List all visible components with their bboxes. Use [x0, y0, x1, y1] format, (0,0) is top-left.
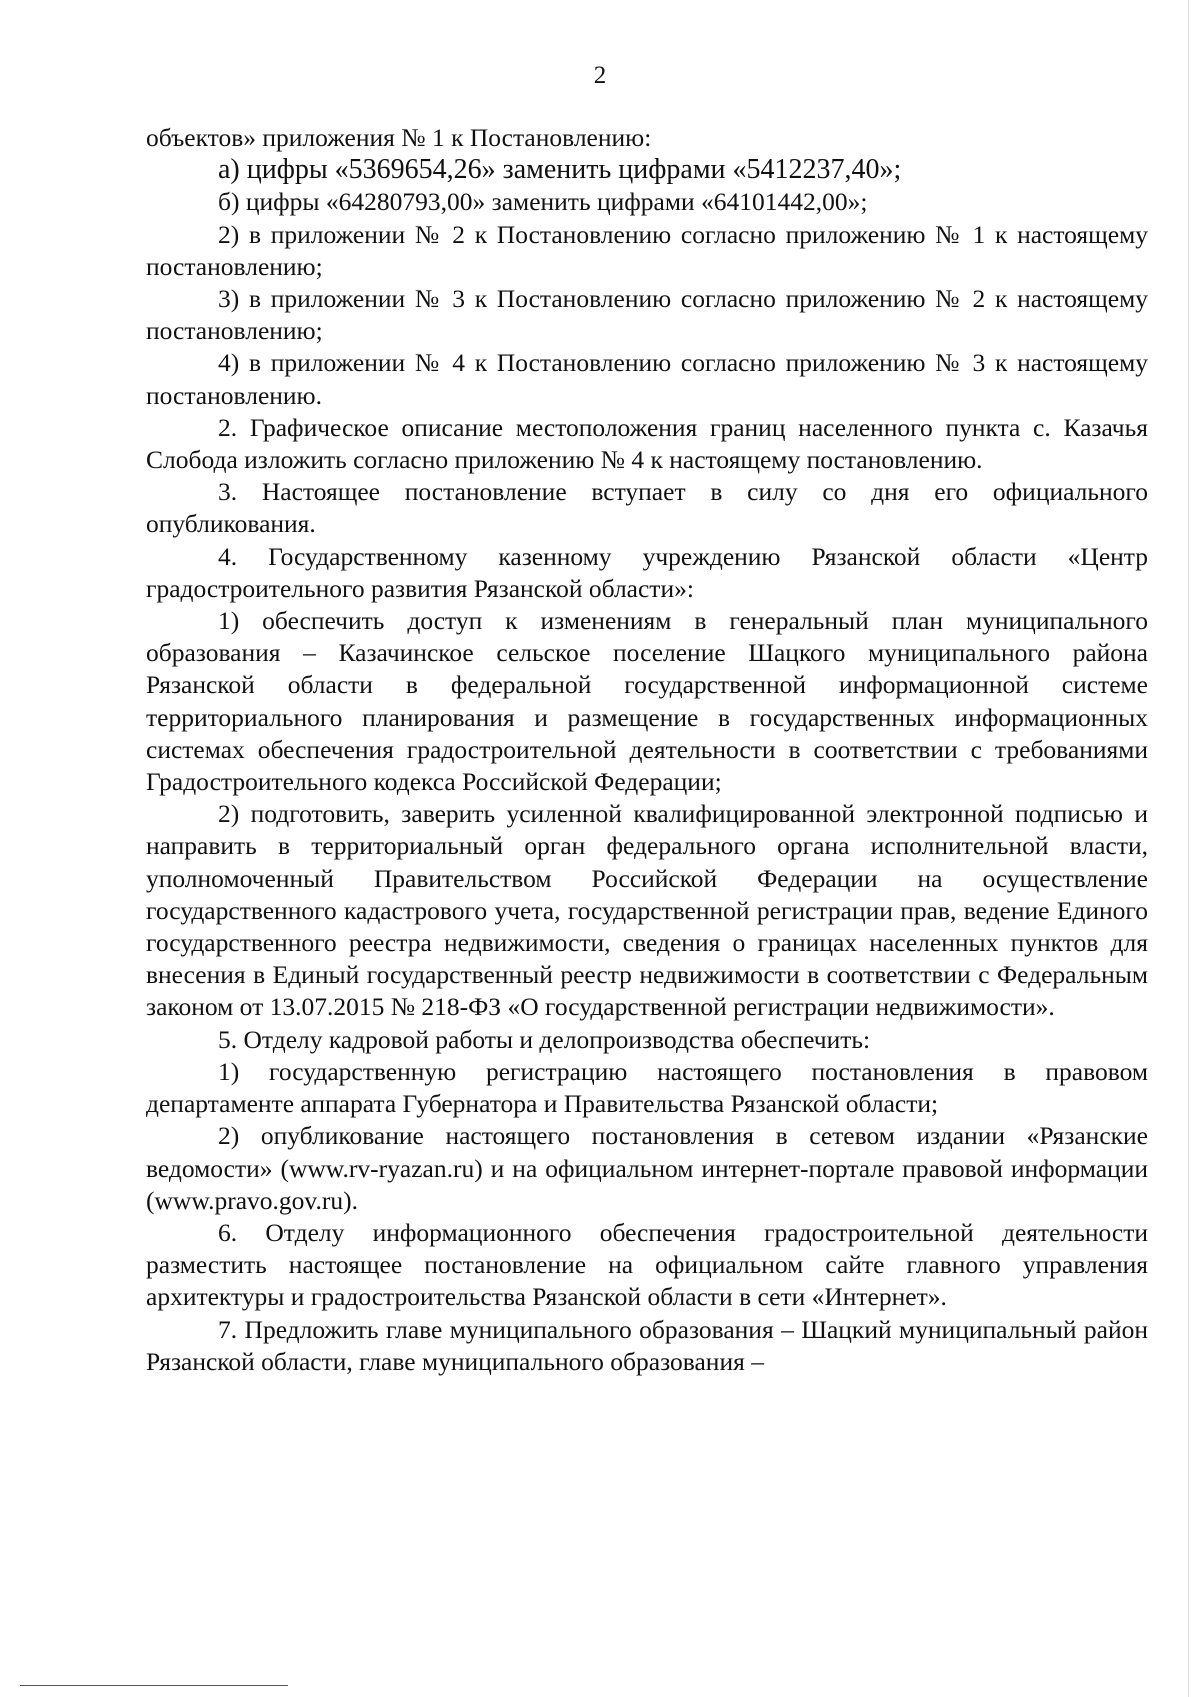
paragraph: объектов» приложения № 1 к Постановлению:	[146, 123, 652, 152]
scan-edge-line	[1188, 0, 1189, 1697]
paragraph: 2) в приложении № 2 к Постановлению согласно приложению № 1 к настоящему постановлению;	[146, 219, 1148, 281]
paragraph: 3) в приложении № 3 к Постановлению согласно приложению № 2 к настоящему постановлению;	[146, 284, 1148, 346]
paragraph: 3. Настоящее постановление вступает в силу со дня его официального опубликования.	[146, 477, 1148, 539]
paragraph: 1) обеспечить доступ к изменениям в генеральный план муниципального образования – Казачинское сельское поселение Шацкого муниципального района Рязанской области в федеральной государственной информационной системе территориального планирования и размещение в государственных информационных системах обеспечения градостроительной деятельности в соответствии с требованиями Градостроительного кодекса Российской Федерации;	[146, 606, 1148, 797]
paragraph: 4) в приложении № 4 к Постановлению согласно приложению № 3 к настоящему постановлению.	[146, 348, 1148, 410]
paragraph: 4. Государственному казенному учреждению Рязанской области «Центр градостроительного развития Рязанской области»:	[146, 541, 1148, 603]
page-number: 2	[593, 62, 607, 89]
paragraph: 5. Отделу кадровой работы и делопроизводства обеспечить:	[218, 1024, 871, 1054]
paragraph: б) цифры «64280793,00» заменить цифрами «64101442,00»;	[218, 187, 868, 217]
document-body	[146, 122, 1148, 1378]
paragraph: 2) опубликование настоящего постановления в сетевом издании «Рязанские ведомости» (www.rv-ryazan.ru) и на официальном интернет-портале правовой информации (www.pravo.gov.ru).	[146, 1121, 1148, 1215]
paragraph: 1) государственную регистрацию настоящего постановления в правовом департаменте аппарата Губернатора и Правительства Рязанской области;	[146, 1056, 1148, 1119]
paragraph: 6. Отделу информационного обеспечения градостроительной деятельности разместить настоящее постановление на официальном сайте главного управления архитектуры и градостроительства Рязанской области в сети «Интернет».	[146, 1217, 1148, 1312]
paragraph: 7. Предложить главе муниципального образования – Шацкий муниципальный район Рязанской области, главе муниципального образования –	[146, 1314, 1148, 1376]
paragraph: 2) подготовить, заверить усиленной квалифицированной электронной подписью и направить в территориальный орган федерального органа исполнительной власти, уполномоченный Правительством Российской Федерации на осуществление государственного кадастрового учета, государственной регистрации прав, ведение Единого государственного реестра недвижимости, сведения о границах населенных пунктов для внесения в Единый государственный реестр недвижимости в соответствии с Федеральным законом от 13.07.2015 № 218-ФЗ «О государственной регистрации недвижимости».	[146, 799, 1148, 1022]
paragraph: 2. Графическое описание местоположения границ населенного пункта с. Казачья Слобода изложить согласно приложению № 4 к настоящему постановлению.	[146, 412, 1148, 475]
footer-divider	[20, 1685, 288, 1686]
paragraph: а) цифры «5369654,26» заменить цифрами «5412237,40»;	[218, 154, 902, 186]
